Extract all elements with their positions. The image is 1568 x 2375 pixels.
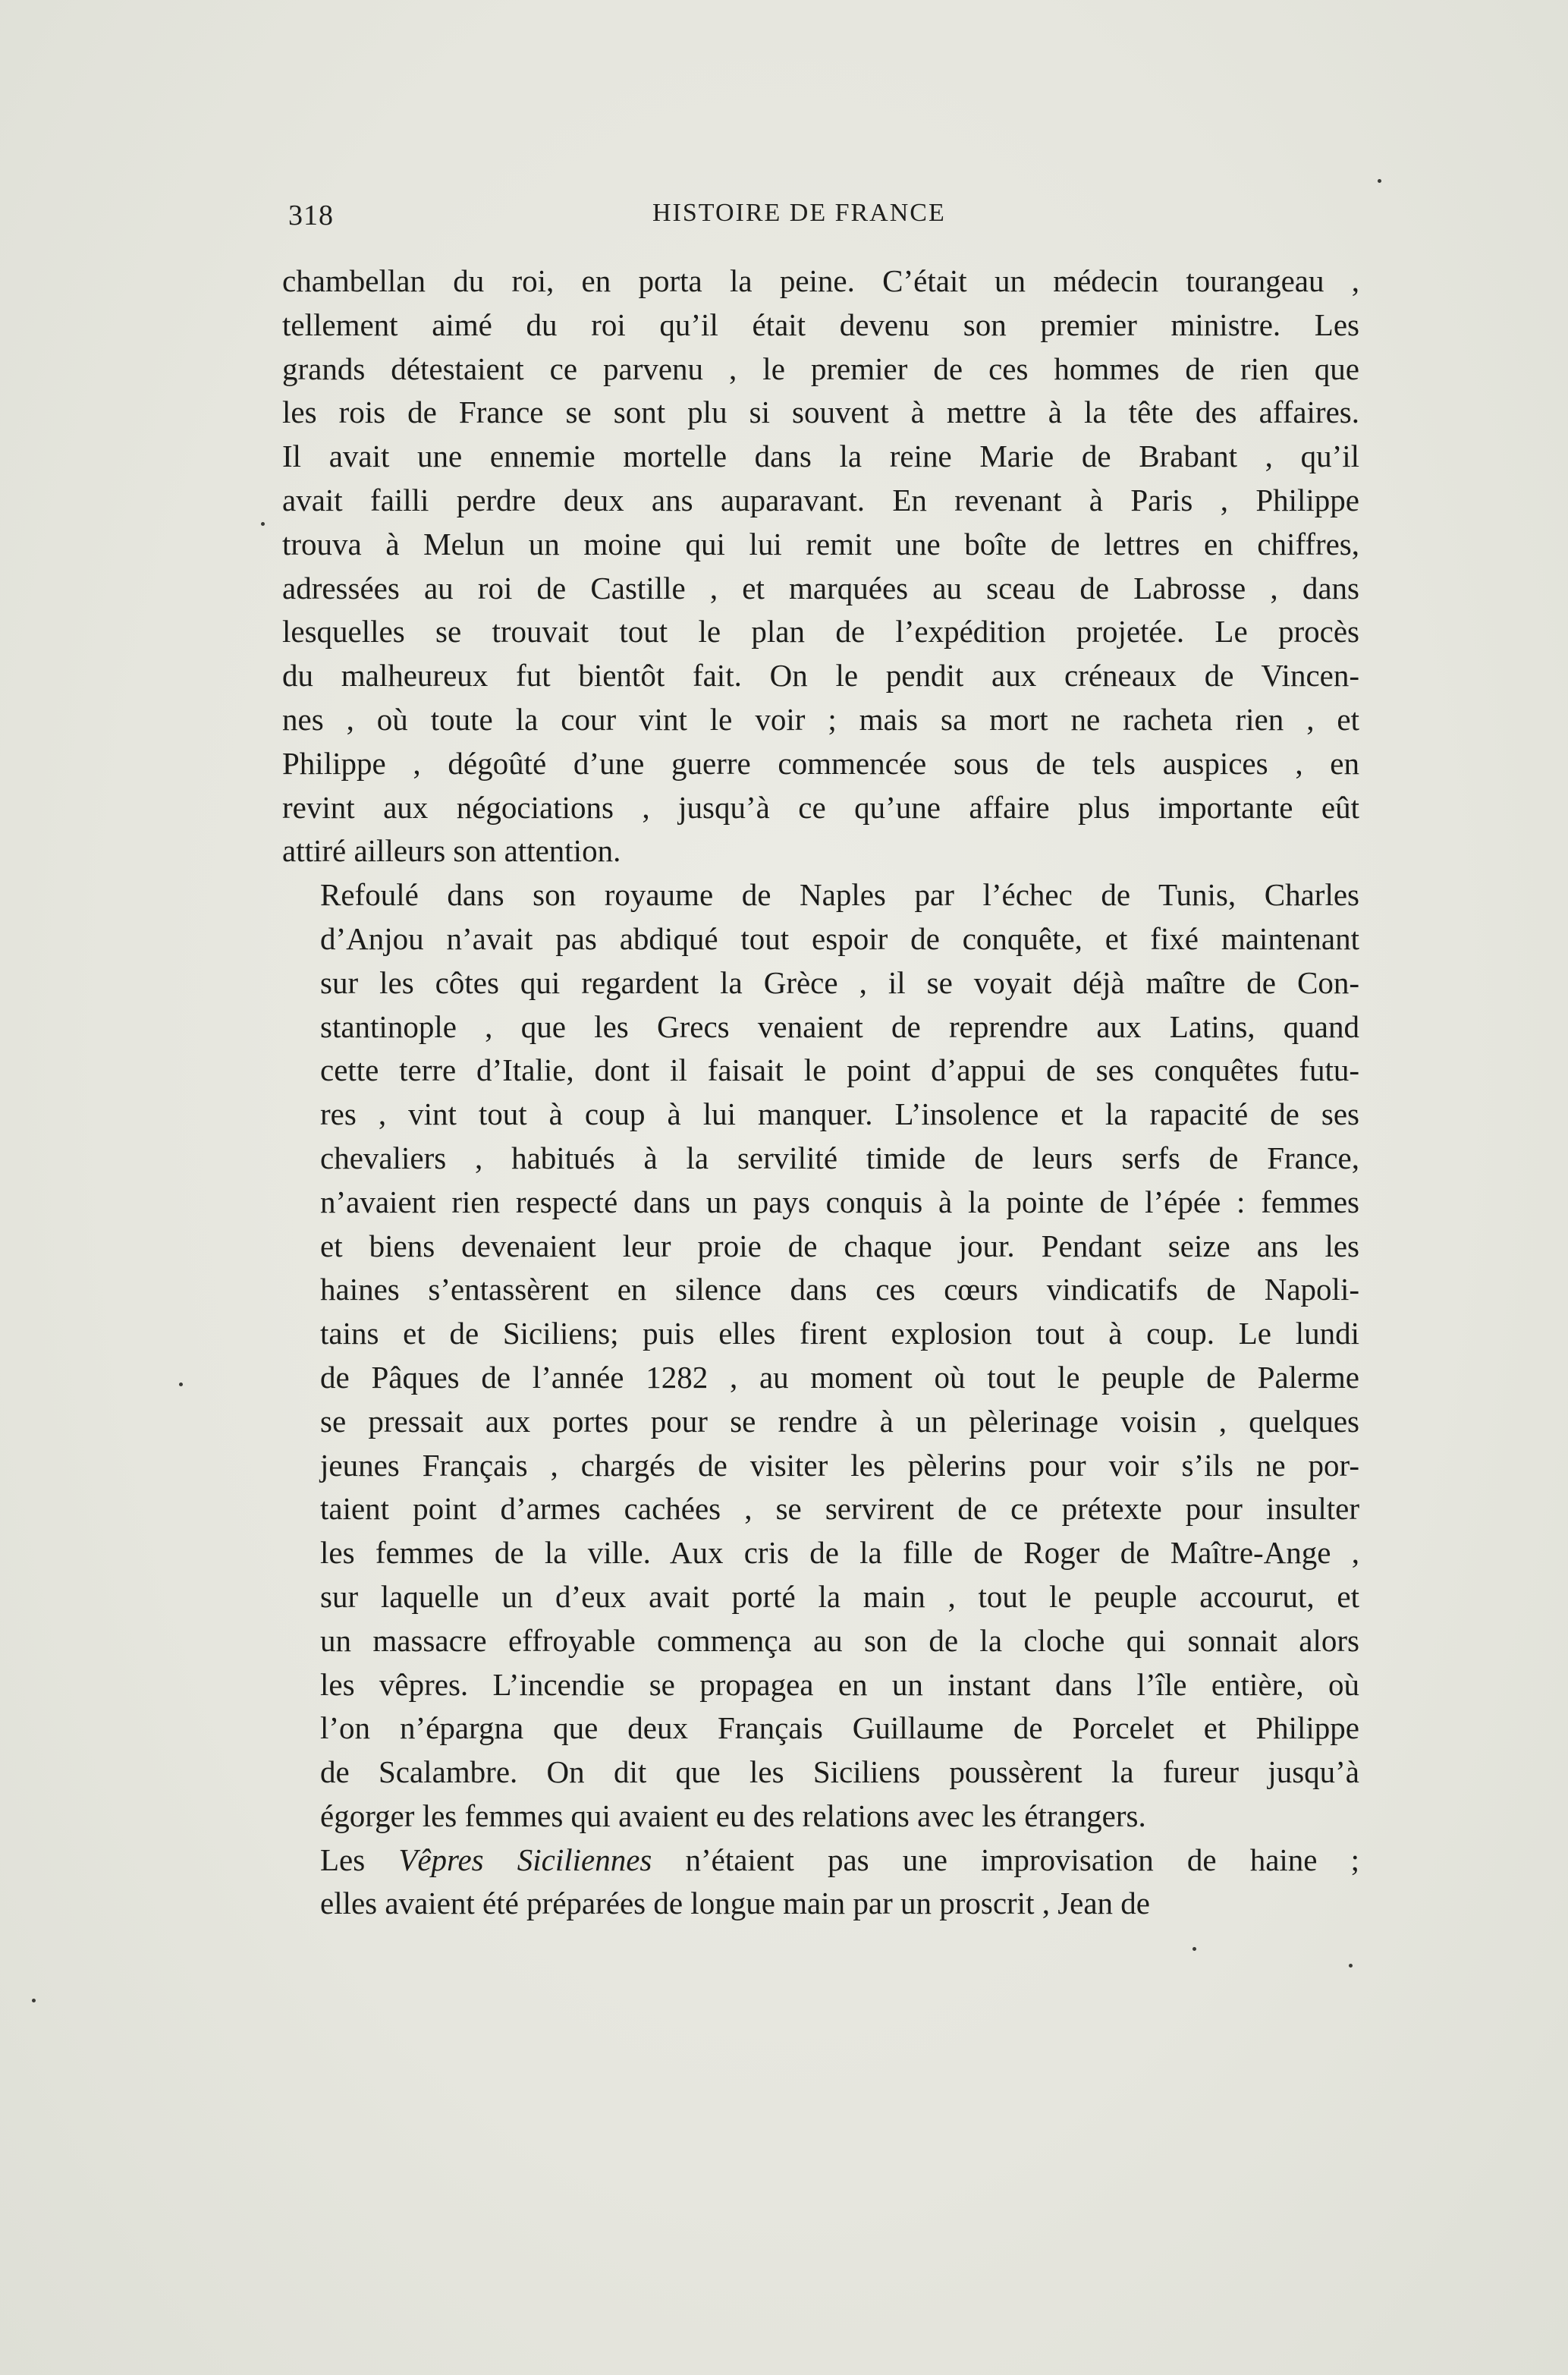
text-line: taient point d’armes cachées , se servirent de ce prétexte pour insulter [320, 1491, 1359, 1527]
text-line: Philippe , dégoûté d’une guerre commencée sous de tels auspices , en [282, 745, 1359, 781]
paper-speck [1192, 1947, 1196, 1951]
body-text [282, 260, 1359, 1926]
text-line: tellement aimé du roi qu’il était devenu son premier ministre. Les [282, 307, 1359, 342]
text-line: Les Vêpres Siciliennes n’étaient pas une improvisation de haine ; [320, 1842, 1359, 1877]
page-header [288, 199, 1350, 237]
paragraph-3 [282, 1839, 1359, 1927]
text-line: cette terre d’Italie, dont il faisait le point d’appui de ses conquêtes futu- [320, 1052, 1359, 1088]
text-line: elles avaient été préparées de longue main par un proscrit , Jean de [320, 1886, 1151, 1921]
text-line: trouva à Melun un moine qui lui remit une boîte de lettres en chiffres, [282, 526, 1359, 562]
paragraph-2 [282, 873, 1359, 1839]
text-line: lesquelles se trouvait tout le plan de l’expédition projetée. Le procès [282, 614, 1359, 650]
paragraph-1 [282, 260, 1359, 873]
text-line: Il avait une ennemie mortelle dans la reine Marie de Brabant , qu’il [282, 439, 1359, 474]
text-line: chevaliers , habitués à la servilité timide de leurs serfs de France, [320, 1140, 1359, 1175]
text-line: du malheureux fut bientôt fait. On le pendit aux créneaux de Vincen- [282, 658, 1359, 694]
text-line: nes , où toute la cour vint le voir ; mais sa mort ne racheta rien , et [282, 701, 1359, 737]
text-line: égorger les femmes qui avaient eu des relations avec les étrangers. [320, 1798, 1146, 1833]
text-line: n’avaient rien respecté dans un pays conquis à la pointe de l’épée : femmes [320, 1184, 1359, 1219]
paper-speck [179, 1383, 183, 1386]
running-head: HISTOIRE DE FRANCE [652, 199, 946, 227]
text-line: revint aux négociations , jusqu’à ce qu’une affaire plus importante eût [282, 789, 1359, 825]
paper-speck [1349, 1964, 1353, 1968]
text-line: sur les côtes qui regardent la Grèce , il se voyait déjà maître de Con- [320, 964, 1359, 1000]
paper-speck [261, 522, 265, 526]
text-line: jeunes Français , chargés de visiter les pèlerins pour voir s’ils ne por- [320, 1447, 1359, 1483]
text-line: stantinople , que les Grecs venaient de reprendre aux Latins, quand [320, 1008, 1359, 1044]
text-line: les femmes de la ville. Aux cris de la fille de Roger de Maître-Ange , [320, 1535, 1359, 1571]
text-line: d’Anjou n’avait pas abdiqué tout espoir de conquête, et fixé maintenant [320, 920, 1359, 956]
text-line: de Pâques de l’année 1282 , au moment où tout le peuple de Palerme [320, 1359, 1359, 1395]
text-line: de Scalambre. On dit que les Siciliens poussèrent la fureur jusqu’à [320, 1754, 1359, 1790]
paper-speck [32, 1999, 36, 2002]
text-line: tains et de Siciliens; puis elles firent explosion tout à coup. Le lundi [320, 1316, 1359, 1351]
text-line: chambellan du roi, en porta la peine. C’était un médecin tourangeau , [282, 263, 1359, 298]
text-line: les rois de France se sont plu si souvent à mettre à la tête des affaires. [282, 395, 1359, 430]
text-line: les vêpres. L’incendie se propagea en un instant dans l’île entière, où [320, 1666, 1359, 1702]
text-line: adressées au roi de Castille , et marquées au sceau de Labrosse , dans [282, 570, 1359, 606]
text-line: haines s’entassèrent en silence dans ces cœurs vindicatifs de Napoli- [320, 1272, 1359, 1307]
text-line: res , vint tout à coup à lui manquer. L’insolence et la rapacité de ses [320, 1096, 1359, 1132]
text-line: attiré ailleurs son attention. [282, 833, 621, 869]
text-line: l’on n’épargna que deux Français Guillaume de Porcelet et Philippe [320, 1710, 1359, 1746]
text-line: et biens devenaient leur proie de chaque jour. Pendant seize ans les [320, 1228, 1359, 1263]
text-line: un massacre effroyable commença au son de la cloche qui sonnait alors [320, 1622, 1359, 1658]
text-line: sur laquelle un d’eux avait porté la main , tout le peuple accourut, et [320, 1578, 1359, 1614]
text-line: grands détestaient ce parvenu , le premier de ces hommes de rien que [282, 351, 1359, 386]
paper-speck [1378, 179, 1381, 183]
text-line: se pressait aux portes pour se rendre à un pèlerinage voisin , quelques [320, 1403, 1359, 1439]
text-line: Refoulé dans son royaume de Naples par l’échec de Tunis, Charles [320, 877, 1359, 913]
page-number: 318 [288, 200, 334, 231]
text-line: avait failli perdre deux ans auparavant. En revenant à Paris , Philippe [282, 482, 1359, 517]
